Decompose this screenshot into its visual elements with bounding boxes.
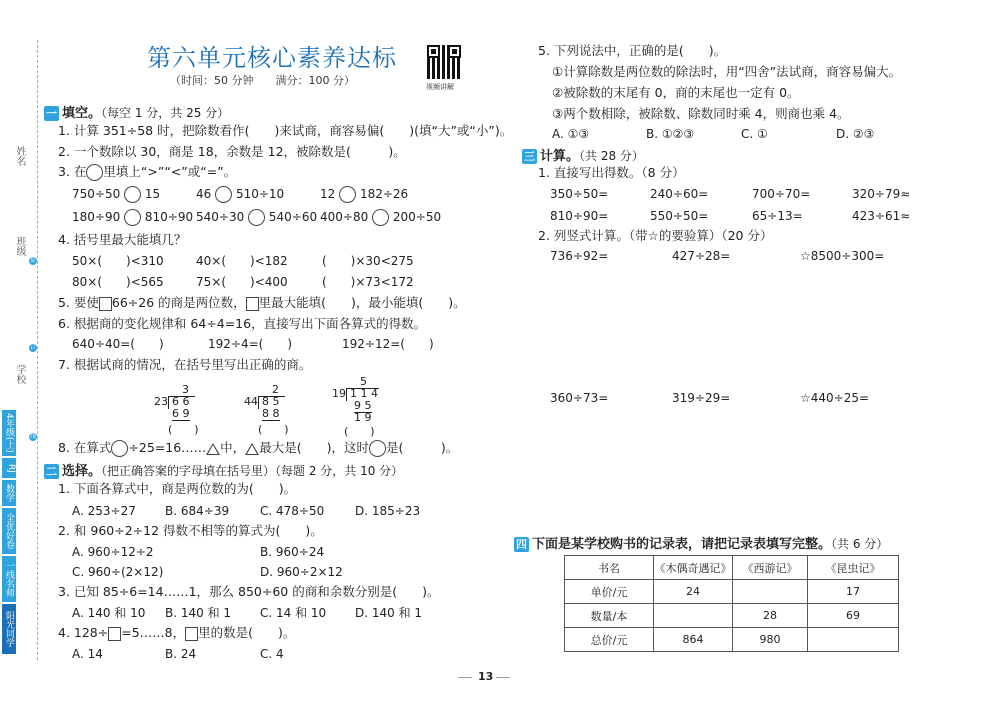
max-fill-r1c2[interactable]: 40×( )<182 (196, 254, 288, 268)
section-3-note: （共 28 分） (579, 149, 644, 163)
oral-r1c2[interactable]: 240÷60= (650, 187, 709, 201)
cmp-right: 200÷50 (392, 210, 442, 224)
choice-q4-c-text: 里的数是( )。 (198, 625, 296, 640)
fill-q3-a: 3. 在 (58, 164, 87, 179)
choice-q2-a[interactable]: A. 960÷12÷2 (72, 545, 154, 559)
hole-3: 线 (29, 433, 36, 440)
table-row (565, 604, 899, 628)
choice-q5-a[interactable]: A. ①③ (552, 127, 590, 141)
vertical-r1c2[interactable]: 427÷28= (672, 249, 731, 263)
table-cell: 《木偶奇遇记》 (654, 556, 733, 580)
fill-q3-b: 里填上“>”“<”或“=”。 (103, 164, 237, 179)
subject-tab: 数学 (2, 480, 16, 506)
cmp-left: 400÷80 (320, 210, 369, 224)
table-cell: 《昆虫记》 (808, 556, 899, 580)
brand-tab: 一线名师 (2, 556, 16, 602)
choice-q5: 5. 下列说法中，正确的是( )。 (538, 43, 727, 58)
hole-2: 订 (29, 344, 36, 351)
compare-r1c3 (320, 186, 408, 203)
page-title: 第六单元核心素养达标 (147, 44, 397, 72)
choice-q2-b[interactable]: B. 960÷24 (260, 545, 325, 559)
table-cell: 28 (733, 604, 808, 628)
max-fill-r2c2[interactable]: 75×( )<400 (196, 275, 288, 289)
choice-q3-a[interactable]: A. 140 和 10 (72, 606, 146, 620)
oral-r2c3[interactable]: 65÷13= (752, 209, 803, 223)
compare-circle-input[interactable] (372, 209, 389, 226)
choice-q3-b[interactable]: B. 140 和 1 (165, 606, 232, 620)
oral-r1c4[interactable]: 320÷79≈ (852, 187, 911, 201)
rj-tab: RJ (2, 458, 16, 478)
fill-q4: 4. 括号里最大能填几？ (58, 232, 187, 247)
ld-answer[interactable]: ( ) (258, 423, 289, 436)
fill-q8-e: 是( )。 (385, 440, 459, 455)
page-number-rule-left (458, 677, 472, 678)
section-1-title: 填空。 (62, 106, 102, 121)
choice-q5-c[interactable]: C. ① (741, 127, 768, 141)
fill-q2: 2. 一个数除以 30，商是 18，余数是 12，被除数是( )。 (58, 144, 406, 159)
section-2-heading (44, 460, 403, 479)
fill-q8 (58, 440, 458, 457)
long-division-1 (154, 384, 202, 434)
table-cell: 17 (808, 580, 899, 604)
choice-q4-a-text: 4. 128÷ (58, 625, 109, 640)
logo-tab: 阳光同学 (2, 604, 16, 654)
rule-item-1[interactable]: 640÷40=( ) (72, 337, 164, 351)
fill-q5-a: 5. 要使 (58, 295, 99, 310)
cmp-right: 15 (144, 187, 161, 201)
cmp-right: 510÷10 (235, 187, 285, 201)
table-cell: 24 (654, 580, 733, 604)
choice-q1: 1. 下面各算式中，商是两位数的为( )。 (58, 481, 297, 496)
compare-circle-input[interactable] (215, 186, 232, 203)
table-cell: 864 (654, 628, 733, 652)
ld-product: 9 5 (354, 399, 372, 412)
compare-circle-input[interactable] (124, 209, 141, 226)
fill-q7: 7. 根据试商的情况，在括号里写出正确的商。 (58, 357, 312, 372)
choice-q1-a[interactable]: A. 253÷27 (72, 504, 136, 518)
choice-q3: 3. 已知 85÷6=14……1，那么 850÷60 的商和余数分别是( )。 (58, 584, 440, 599)
choice-q5-s3: ③两个数相除，被除数、除数同时乘 4，则商也乘 4。 (552, 106, 850, 121)
choice-q5-b[interactable]: B. ①②③ (646, 127, 695, 141)
compare-r2c1 (72, 209, 193, 226)
ld-divisor: 23 (154, 395, 168, 408)
cmp-left: 46 (196, 187, 212, 201)
choice-q4 (58, 625, 295, 641)
cmp-left: 750÷50 (72, 187, 121, 201)
calc-q2: 2. 列竖式计算。（带☆的要验算）（20 分） (538, 228, 773, 243)
ld-divisor: 44 (244, 395, 258, 408)
cmp-right: 182÷26 (359, 187, 409, 201)
name-label: 姓名 (14, 146, 25, 166)
compare-r2c2 (196, 209, 317, 226)
section-1-heading (44, 102, 229, 121)
vertical-r2c1[interactable]: 360÷73= (550, 391, 609, 405)
ld-dividend: 6 6 (172, 395, 190, 408)
table-cell: 总价/元 (565, 628, 654, 652)
section-3-title: 计算。 (540, 149, 580, 164)
choice-q4-a[interactable]: A. 14 (72, 647, 103, 661)
long-division-2 (244, 384, 292, 434)
table-cell: 数量/本 (565, 604, 654, 628)
ld-answer[interactable]: ( ) (344, 425, 375, 438)
vertical-r1c3[interactable]: ☆8500÷300= (800, 249, 885, 263)
cmp-left: 180÷90 (72, 210, 121, 224)
max-fill-r2c3[interactable]: ( )×73<172 (322, 275, 414, 289)
circle-icon (369, 440, 386, 457)
class-label: 班级 (14, 236, 25, 256)
triangle-icon (206, 443, 220, 455)
section-2-note: （把正确答案的字母填在括号里）（每题 2 分，共 10 分） (101, 464, 404, 478)
rule-item-3[interactable]: 192÷12=( ) (342, 337, 434, 351)
section-4-title: 下面是某学校购书的记录表，请把记录表填写完整。 (532, 537, 832, 552)
long-division-3 (332, 376, 382, 438)
cmp-left: 12 (320, 187, 336, 201)
cmp-right: 540÷60 (268, 210, 318, 224)
max-fill-r1c3[interactable]: ( )×30<275 (322, 254, 414, 268)
fill-q8-b: ÷25=16…… (128, 440, 207, 455)
choice-q5-s2: ②被除数的末尾有 0，商的末尾也一定有 0。 (552, 85, 800, 100)
oral-r2c4[interactable]: 423÷61≈ (852, 209, 911, 223)
fill-q5-b: 66÷26 的商是两位数， (111, 295, 246, 310)
fill-q5 (58, 295, 466, 311)
choice-q4-b-text: =5……8， (121, 625, 186, 640)
circle-icon (111, 440, 128, 457)
vertical-r1c1[interactable]: 736÷92= (550, 249, 609, 263)
circle-icon (86, 164, 103, 181)
section-4-badge: 四 (516, 538, 527, 551)
table-row (565, 580, 899, 604)
compare-circle-input[interactable] (248, 209, 265, 226)
ld-divisor: 19 (332, 387, 346, 400)
compare-circle-input[interactable] (339, 186, 356, 203)
table-cell: 《西游记》 (733, 556, 808, 580)
choice-q1-d[interactable]: D. 185÷23 (355, 504, 421, 518)
table-cell: 69 (808, 604, 899, 628)
choice-q3-d[interactable]: D. 140 和 1 (355, 606, 423, 620)
fill-q1: 1. 计算 351÷58 时，把除数看作( )来试商，商容易偏( )(填“大”或“小”)。 (58, 123, 513, 138)
choice-q2-d[interactable]: D. 960÷2×12 (260, 565, 343, 579)
choice-q5-d[interactable]: D. ②③ (836, 127, 875, 141)
section-3-badge: 三 (524, 150, 535, 163)
ld-quotient: 3 (182, 383, 189, 396)
table-row (565, 556, 899, 580)
choice-q5-s1: ①计算除数是两位数的除法时，用“四舍”法试商，商容易偏大。 (552, 64, 902, 79)
triangle-icon (245, 443, 259, 455)
book-record-table (564, 555, 899, 652)
fill-q3 (58, 164, 236, 181)
choice-q3-c[interactable]: C. 14 和 10 (260, 606, 327, 620)
fill-q8-a: 8. 在算式 (58, 440, 112, 455)
square-box-icon (185, 627, 198, 641)
oral-r1c1[interactable]: 350÷50= (550, 187, 609, 201)
qr-label: 视频讲解 (426, 83, 454, 91)
cmp-right: 810÷90 (144, 210, 194, 224)
ld-quotient: 5 (360, 375, 367, 388)
fill-q8-c: 中， (220, 440, 246, 455)
time-score: （时间：50 分钟 满分：100 分） (170, 74, 355, 87)
table-cell-blank[interactable] (654, 604, 733, 628)
binding-line (37, 40, 38, 660)
cmp-left: 540÷30 (196, 210, 245, 224)
fill-q8-d: 最大是( )，这时 (259, 440, 369, 455)
table-row (565, 628, 899, 652)
qr-code-icon[interactable] (427, 45, 461, 79)
oral-r2c1[interactable]: 810÷90= (550, 209, 609, 223)
section-2-badge: 二 (46, 465, 57, 478)
fill-q6: 6. 根据商的变化规律和 64÷4=16，直接写出下面各算式的得数。 (58, 316, 427, 331)
square-box-icon (108, 627, 121, 641)
table-cell: 单价/元 (565, 580, 654, 604)
table-cell: 980 (733, 628, 808, 652)
fill-q5-c: 里最大能填( )，最小能填( )。 (258, 295, 466, 310)
section-2-title: 选择。 (62, 464, 102, 479)
compare-r1c1 (72, 186, 160, 203)
compare-r1c2 (196, 186, 284, 203)
vertical-r2c3[interactable]: ☆440÷25= (800, 391, 870, 405)
ld-quotient: 2 (272, 383, 279, 396)
table-cell: 书名 (565, 556, 654, 580)
max-fill-r2c1[interactable]: 80×( )<565 (72, 275, 164, 289)
choice-q4-b[interactable]: B. 24 (165, 647, 197, 661)
choice-q1-c[interactable]: C. 478÷50 (260, 504, 325, 518)
oral-r2c2[interactable]: 550÷50= (650, 209, 709, 223)
oral-r1c3[interactable]: 700÷70= (752, 187, 811, 201)
square-box-icon (246, 297, 259, 311)
max-fill-r1c1[interactable]: 50×( )<310 (72, 254, 164, 268)
ld-product: 6 9 (172, 407, 190, 420)
section-3-heading (522, 145, 644, 164)
school-label: 学校 (14, 364, 25, 384)
table-cell-blank[interactable] (733, 580, 808, 604)
square-box-icon (99, 297, 112, 311)
vertical-r2c2[interactable]: 319÷29= (672, 391, 731, 405)
page-number-rule-right (496, 677, 510, 678)
ld-product: 8 8 (262, 407, 280, 420)
section-4-note: （共 6 分） (831, 537, 889, 551)
choice-q1-b[interactable]: B. 684÷39 (165, 504, 230, 518)
ld-dividend: 1 1 4 (350, 387, 378, 400)
hole-1: 装 (29, 257, 36, 264)
section-1-badge: 一 (46, 107, 57, 120)
choice-q2-c[interactable]: C. 960÷(2×12) (72, 565, 164, 579)
ld-remainder: 1 9 (354, 411, 372, 424)
ld-dividend: 8 5 (262, 395, 280, 408)
choice-q4-c[interactable]: C. 4 (260, 647, 284, 661)
compare-circle-input[interactable] (124, 186, 141, 203)
series-tab: 全优好卷 (2, 508, 16, 554)
section-1-note: （每空 1 分，共 25 分） (101, 106, 230, 120)
choice-q2: 2. 和 960÷2÷12 得数不相等的算式为( )。 (58, 523, 323, 538)
compare-r2c3 (320, 209, 441, 226)
section-4-heading (514, 533, 888, 552)
rule-item-2[interactable]: 192÷4=( ) (208, 337, 293, 351)
ld-answer[interactable]: ( ) (168, 423, 199, 436)
page-number: 13 (478, 670, 494, 683)
calc-q1: 1. 直接写出得数。（8 分） (538, 165, 685, 180)
grade-tab: 4年级(上) (2, 410, 16, 456)
table-cell-blank[interactable] (808, 628, 899, 652)
